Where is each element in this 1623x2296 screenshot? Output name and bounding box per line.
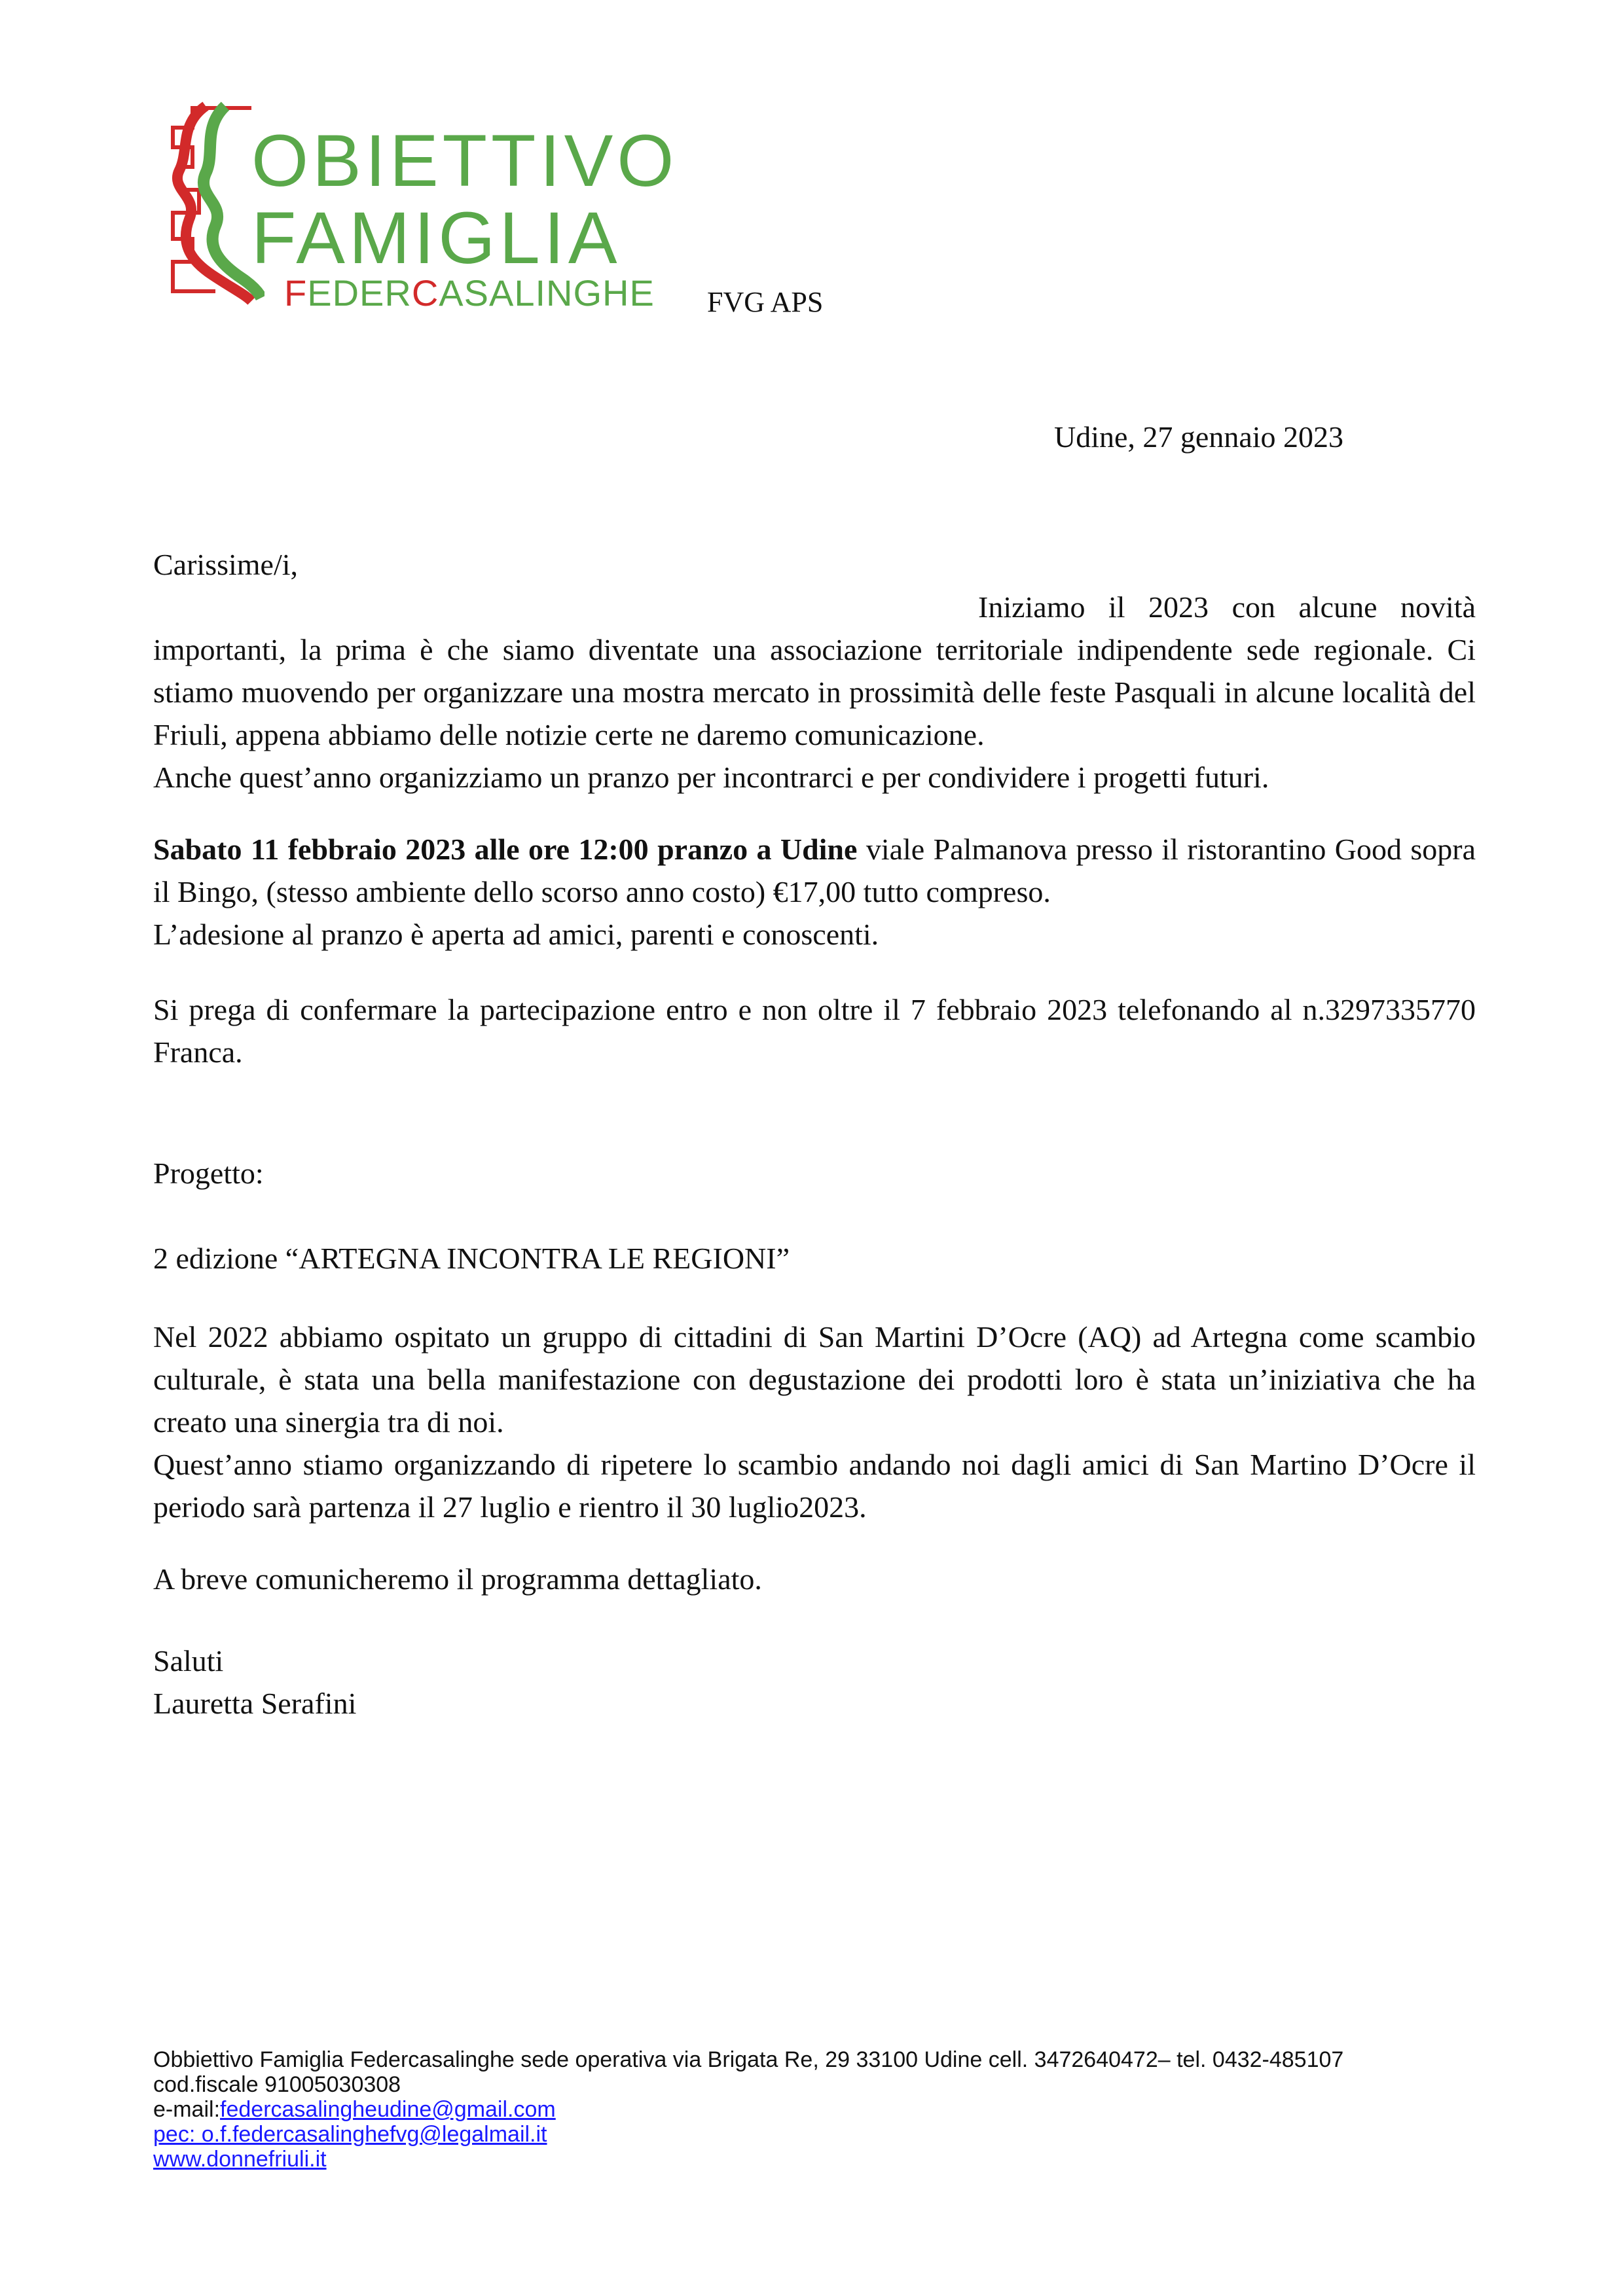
footer-website-line: [153, 2147, 1528, 2172]
footer-email-label: e-mail:: [153, 2097, 221, 2122]
salutation: Carissime/i,: [153, 548, 299, 581]
paragraph-confirm: Si prega di confermare la partecipazione entro e non oltre il 7 febbraio 2023 telefonando al n.3297335770 Franca.: [153, 993, 1476, 1069]
letter-lunch-details: [153, 828, 1476, 956]
footer-pec-line: [153, 2122, 1528, 2147]
letter-body-top: [153, 543, 1476, 798]
logo-text-famiglia: FAMIGLIA: [251, 197, 621, 279]
logo-text-eder: EDER: [307, 272, 412, 314]
paragraph-program: A breve comunicheremo il programma dettagliato.: [153, 1562, 762, 1596]
fvg-aps-label: FVG APS: [707, 286, 824, 318]
project-label-block: [153, 1152, 1476, 1194]
logo-text-obiettivo: OBIETTIVO: [251, 120, 678, 202]
footer-email-line: [153, 2097, 1528, 2122]
paragraph-lunch-open: L’adesione al pranzo è aperta ad amici, parenti e conoscenti.: [153, 918, 879, 951]
footer: [153, 2047, 1528, 2172]
project-label: Progetto:: [153, 1157, 264, 1190]
paragraph-lunch-details: [153, 828, 1476, 913]
logo-letter-f: F: [284, 272, 308, 314]
project-title: 2 edizione “ARTEGNA INCONTRA LE REGIONI”: [153, 1242, 790, 1275]
letter-date: Udine, 27 gennaio 2023: [1054, 420, 1344, 454]
logo-text-asalinghe: ASALINGHE: [439, 272, 655, 314]
paragraph-project-2022: Nel 2022 abbiamo ospitato un gruppo di cittadini di San Martini D’Ocre (AQ) ad Artegna come scambio culturale, è stata una bella manifestazione con degustazione dei prodotti loro è stata un’iniziativa che ha creato una sinergia tra di noi.: [153, 1320, 1476, 1439]
lunch-location: viale Palmanova presso il ristorantino Good sopra il Bingo, (stesso ambiente dello scorso anno costo) €17,00 tutto compreso.: [153, 833, 1476, 908]
logo-letter-c: C: [411, 272, 439, 314]
footer-pec-link[interactable]: pec: o.f.federcasalinghefvg@legalmail.it: [153, 2122, 547, 2147]
footer-website-link[interactable]: www.donnefriuli.it: [153, 2147, 327, 2172]
lunch-date-bold: Sabato 11 febbraio 2023 alle ore 12:00 pranzo a Udine: [153, 833, 858, 866]
logo-profile-mark: [153, 98, 264, 314]
paragraph-intro-first-line: Iniziamo il 2023 con alcune novità: [978, 590, 1476, 624]
paragraph-lunch-invite: Anche quest’anno organizziamo un pranzo per incontrarci e per condividere i progetti futuri.: [153, 761, 1269, 794]
signature: Lauretta Serafini: [153, 1687, 357, 1720]
logo: [153, 98, 690, 314]
footer-tax-code: cod.fiscale 91005030308: [153, 2072, 401, 2097]
program-block: [153, 1558, 1476, 1600]
project-title-block: [153, 1237, 1476, 1280]
closing: Saluti: [153, 1644, 224, 1677]
closing-block: [153, 1640, 1476, 1725]
project-description: [153, 1316, 1476, 1528]
logo-text-federcasalinghe: [284, 272, 655, 314]
letter-confirm: [153, 988, 1476, 1073]
footer-address: Obbiettivo Famiglia Federcasalinghe sede operativa via Brigata Re, 29 33100 Udine cell. 3472640472– tel. 0432-485107: [153, 2047, 1344, 2072]
paragraph-intro: importanti, la prima è che siamo diventate una associazione territoriale indipendente sede regionale. Ci stiamo muovendo per organizzare una mostra mercato in prossimità delle feste Pasquali in alcune località del Friuli, appena abbiamo delle notizie certe ne daremo comunicazione.: [153, 633, 1476, 751]
paragraph-project-2023: Quest’anno stiamo organizzando di ripetere lo scambio andando noi dagli amici di San Martino D’Ocre il periodo sarà partenza il 27 luglio e rientro il 30 luglio2023.: [153, 1448, 1476, 1524]
footer-email-link[interactable]: federcasalingheudine@gmail.com: [220, 2097, 556, 2122]
